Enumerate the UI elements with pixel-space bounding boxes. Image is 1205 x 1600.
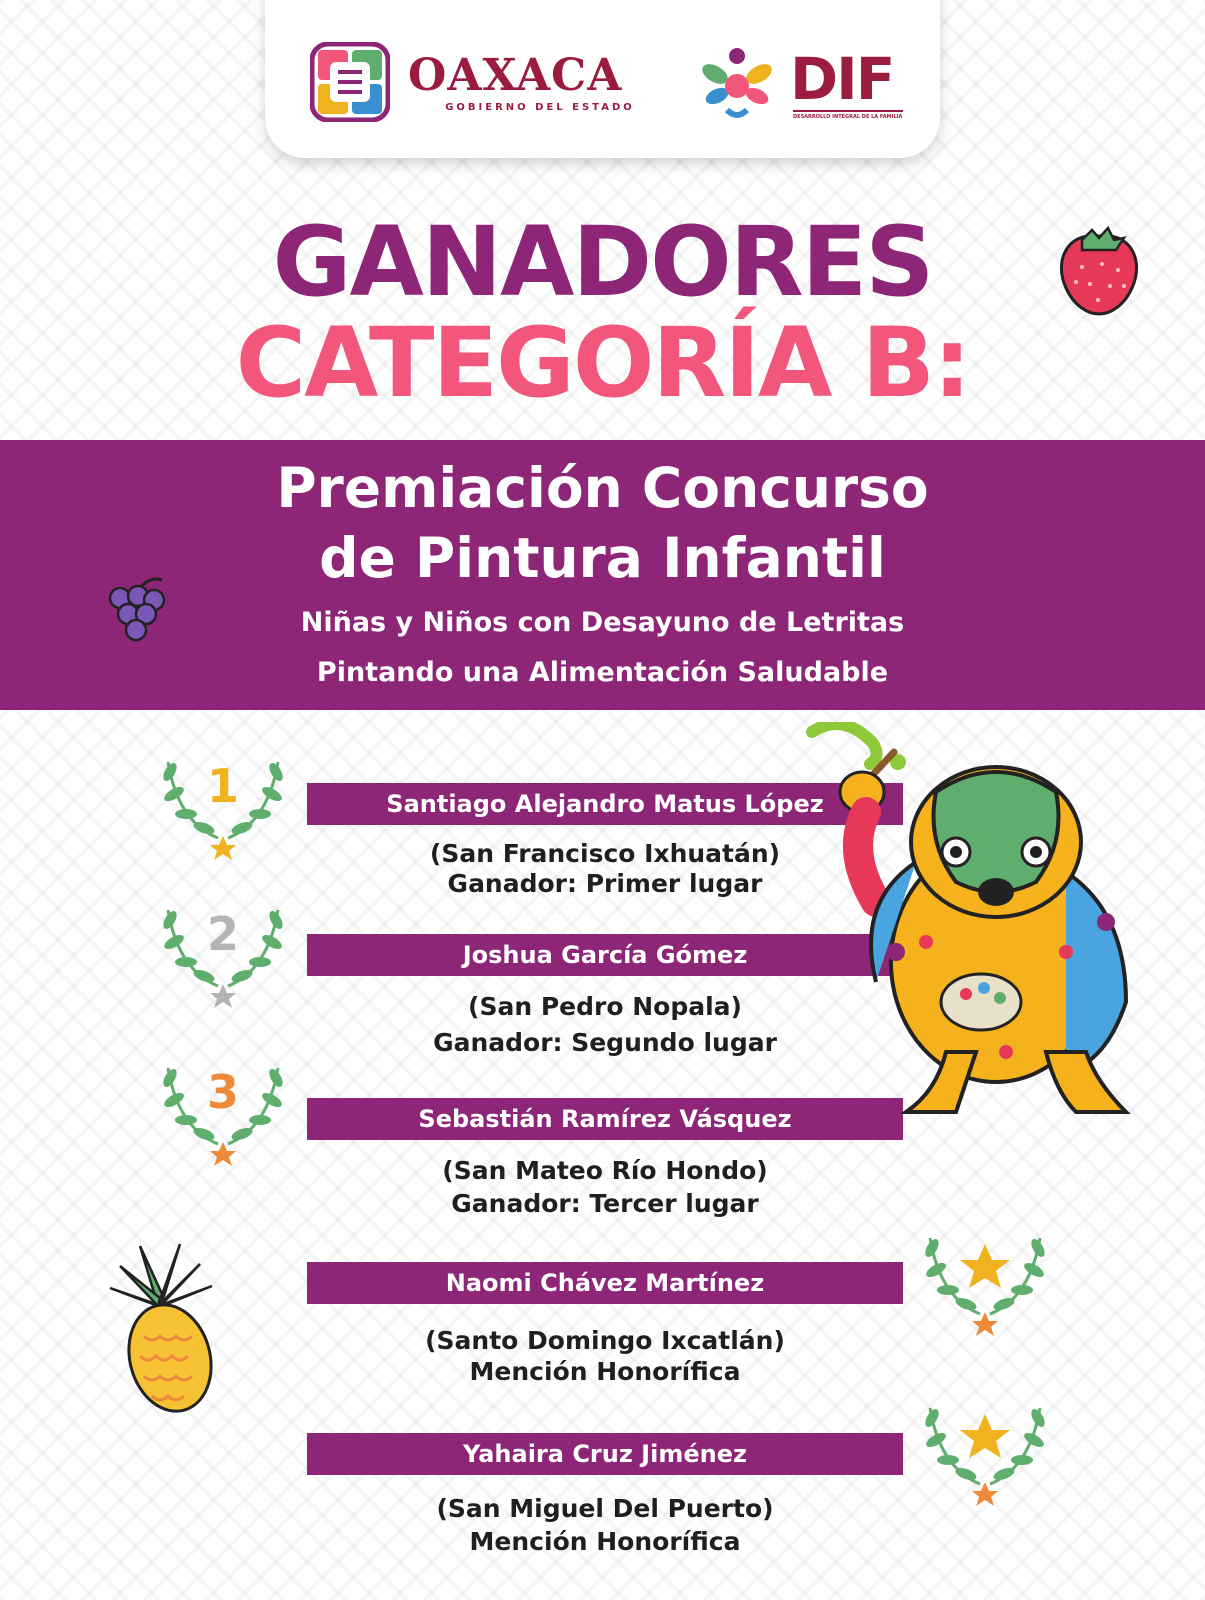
winner-name-bar: Santiago Alejandro Matus López	[307, 783, 903, 825]
svg-text:3: 3	[206, 1065, 240, 1119]
banner-subtitle-line1: Niñas y Niños con Desayuno de Letritas	[300, 607, 905, 638]
svg-text:2: 2	[206, 907, 240, 961]
winner-location: (San Mateo Río Hondo)	[442, 1156, 768, 1185]
strawberry-icon	[1052, 222, 1146, 318]
grapes-icon	[104, 574, 170, 646]
dif-flower-icon	[697, 44, 777, 124]
winner-name-bar: Naomi Chávez Martínez	[307, 1262, 903, 1304]
oaxaca-name: OAXACA	[408, 50, 623, 101]
banner-subtitle-line2: Pintando una Alimentación Saludable	[316, 657, 889, 688]
dif-name: DIF	[790, 45, 894, 113]
rank-number: 1	[206, 759, 240, 813]
second-place-laurel-icon	[158, 900, 288, 1010]
banner-title-line2: de Pintura Infantil	[319, 526, 886, 590]
winner-location: (San Miguel Del Puerto)	[436, 1494, 774, 1523]
winner-place: Mención Honorífica	[469, 1357, 741, 1386]
winner-name-bar: Sebastián Ramírez Vásquez	[307, 1098, 903, 1140]
page-title-line1: GANADORES	[272, 206, 933, 318]
winner-place: Ganador: Segundo lugar	[433, 1028, 777, 1057]
winner-place: Ganador: Tercer lugar	[451, 1189, 759, 1218]
winner-place: Ganador: Primer lugar	[447, 869, 763, 898]
winner-name-bar: Joshua García Gómez	[307, 934, 903, 976]
banner-title-line1: Premiación Concurso	[276, 456, 929, 520]
honorable-mention-laurel-icon	[920, 1228, 1050, 1338]
winner-name-bar: Yahaira Cruz Jiménez	[307, 1433, 903, 1475]
dif-subtitle: DESARROLLO INTEGRAL DE LA FAMILIA	[793, 110, 903, 120]
first-place-laurel-icon	[158, 752, 288, 862]
honorable-mention-laurel-icon	[920, 1398, 1050, 1508]
page-title-line2: CATEGORÍA B:	[235, 307, 970, 419]
winner-place: Mención Honorífica	[469, 1527, 741, 1556]
oaxaca-logo-icon	[310, 42, 390, 122]
third-place-laurel-icon	[158, 1058, 288, 1168]
winner-location: (Santo Domingo Ixcatlán)	[425, 1326, 785, 1355]
winner-location: (San Pedro Nopala)	[468, 992, 742, 1021]
mascot-painter-icon	[806, 722, 1166, 1142]
winner-location: (San Francisco Ixhuatán)	[429, 839, 781, 868]
pineapple-icon	[100, 1236, 218, 1414]
oaxaca-subtitle: GOBIERNO DEL ESTADO	[445, 102, 635, 113]
